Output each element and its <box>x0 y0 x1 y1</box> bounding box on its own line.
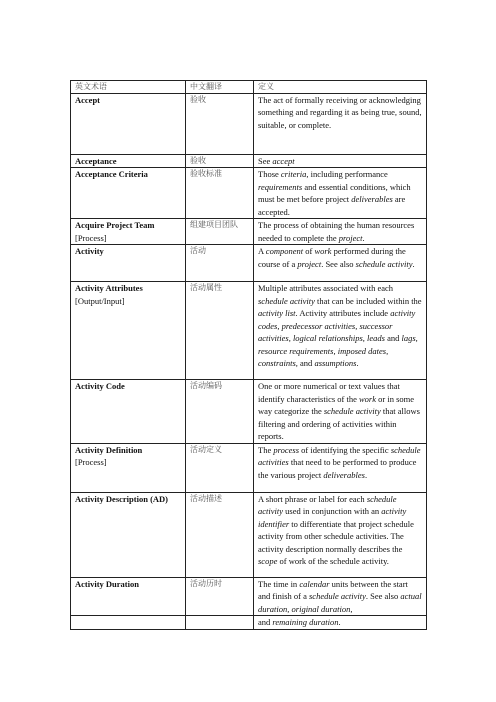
term-type: [Process] <box>75 232 107 243</box>
header-term: 英文术语 <box>71 81 186 94</box>
term-cell <box>71 93 186 154</box>
definition-term-link: schedule activity <box>323 406 381 416</box>
definition-cell: See accept <box>254 154 427 168</box>
definition-term-link: schedule activities <box>258 444 421 467</box>
chinese-translation-cell: 活动属性 <box>186 282 254 380</box>
term-type: [Output/Input] <box>75 295 125 306</box>
definition-term-link: remaining duration <box>272 617 339 627</box>
term-text: Activity Duration <box>75 578 139 589</box>
definition-cell: The time in calendar units between the start and finish of a schedule activity. See also actual duration, original duration, <box>254 577 427 616</box>
definition-term-link: component <box>265 246 304 256</box>
definition-cell: One or more numerical or text values that identify characteristics of the work or in some way categorize the schedule activity that allows filtering and ordering of activities within reports. <box>254 380 427 444</box>
table-row <box>71 219 427 245</box>
definition-term-link: resource requirements <box>258 345 334 356</box>
chinese-translation-cell: 组建项目团队 <box>186 219 254 245</box>
chinese-translation-cell: 验收 <box>186 154 254 168</box>
chinese-translation-cell: 活动定义 <box>186 443 254 492</box>
definition-term-link: actual duration <box>258 591 422 614</box>
definition-cell: The act of formally receiving or acknowledging something and regarding it as being true, sound, suitable, or complete. <box>254 93 427 154</box>
definition-term-link: imposed dates <box>337 345 387 356</box>
table-row <box>71 168 427 219</box>
definition-term-link: deliverables <box>351 194 393 204</box>
table-row <box>71 577 427 616</box>
chinese-translation-cell: 验收 <box>186 93 254 154</box>
definition-term-link: schedule activity <box>258 493 397 516</box>
chinese-translation-cell: 验收标准 <box>186 168 254 219</box>
term-text: Activity Attributes <box>75 283 143 293</box>
term-cell <box>71 245 186 282</box>
term-cell <box>71 616 186 630</box>
definition-term-link: successor activities <box>258 320 393 343</box>
term-text: Activity Code <box>75 381 125 391</box>
definition-cell: A short phrase or label for each schedule activity used in conjunction with an activity identifier to differentiate that project schedule activity from other schedule activities. The activity description normally describes the scope of work of the schedule activity. <box>254 492 427 577</box>
table-row <box>71 93 427 154</box>
definition-term-link: project <box>297 258 322 269</box>
term-cell <box>71 492 186 577</box>
definition-term-link: work <box>314 246 332 256</box>
term-text: Accept <box>75 94 101 105</box>
term-text: Acceptance <box>75 155 117 166</box>
table-row <box>71 443 427 492</box>
chinese-translation-cell: 活动编码 <box>186 380 254 444</box>
definition-term-link: leads <box>367 333 385 343</box>
definition-term-link: assumptions <box>314 358 357 368</box>
definition-term-link: constraints <box>258 358 296 368</box>
definition-cell: A component of work performed during the course of a project. See also schedule activity. <box>254 245 427 282</box>
header-chinese: 中文翻译 <box>186 81 254 94</box>
table-row <box>71 245 427 282</box>
definition-term-link: accept <box>272 155 295 166</box>
definition-term-link: original duration <box>291 603 351 614</box>
definition-term-link: calendar <box>299 578 330 589</box>
definition-term-link: schedule activity <box>355 258 413 269</box>
definition-cell: The process of identifying the specific schedule activities that need to be performed to produce the various project deliverables. <box>254 443 427 492</box>
definition-term-link: activity codes <box>258 308 416 331</box>
definition-term-link: schedule activity <box>258 295 315 306</box>
term-cell <box>71 282 186 380</box>
glossary-table <box>70 80 427 630</box>
definition-cell: Multiple attributes associated with each schedule activity that can be included within the activity list. Activity attributes include activity codes, predecessor activities, successor activities, logical relationships, leads and lags, resource requirements, imposed dates, constraints, and assumptions. <box>254 282 427 380</box>
header-definition: 定义 <box>254 81 427 94</box>
term-cell <box>71 380 186 444</box>
chinese-translation-cell: 活动描述 <box>186 492 254 577</box>
definition-term-link: lags <box>401 333 416 343</box>
chinese-translation-cell: 活动 <box>186 245 254 282</box>
definition-term-link: schedule activity <box>309 591 366 601</box>
term-cell <box>71 443 186 492</box>
term-text: Acquire Project Team <box>75 220 155 230</box>
table-row <box>71 492 427 577</box>
definition-term-link: work <box>359 393 377 404</box>
definition-cell: and remaining duration. <box>254 616 427 630</box>
definition-term-link: criteria <box>280 169 307 179</box>
header-row <box>71 81 427 94</box>
table-row <box>71 282 427 380</box>
definition-term-link: predecessor activities <box>281 320 356 331</box>
chinese-translation-cell: 活动历时 <box>186 577 254 616</box>
term-text: Acceptance Criteria <box>75 169 148 179</box>
definition-term-link: scope <box>258 556 278 566</box>
term-cell <box>71 168 186 219</box>
definition-term-link: requirements <box>258 181 303 192</box>
definition-term-link: deliverables <box>323 469 365 480</box>
definition-term-link: process <box>273 444 299 455</box>
term-text: Activity Definition <box>75 444 143 455</box>
definition-term-link: project <box>338 232 363 243</box>
definition-cell: Those criteria, including performance requirements and essential conditions, which must be met before project deliverables are accepted. <box>254 168 427 219</box>
definition-cell: The process of obtaining the human resources needed to complete the project. <box>254 219 427 245</box>
term-cell <box>71 577 186 616</box>
term-text: Activity Description (AD) <box>75 493 169 504</box>
table-row <box>71 616 427 630</box>
definition-term-link: activity list <box>258 308 296 318</box>
term-cell <box>71 219 186 245</box>
term-type: [Process] <box>75 457 107 467</box>
table-row <box>71 380 427 444</box>
definition-term-link: activity identifier <box>258 506 407 529</box>
term-text: Activity <box>75 246 104 256</box>
term-cell <box>71 154 186 168</box>
definition-term-link: logical relationships <box>292 333 363 343</box>
table-row <box>71 154 427 168</box>
chinese-translation-cell <box>186 616 254 630</box>
